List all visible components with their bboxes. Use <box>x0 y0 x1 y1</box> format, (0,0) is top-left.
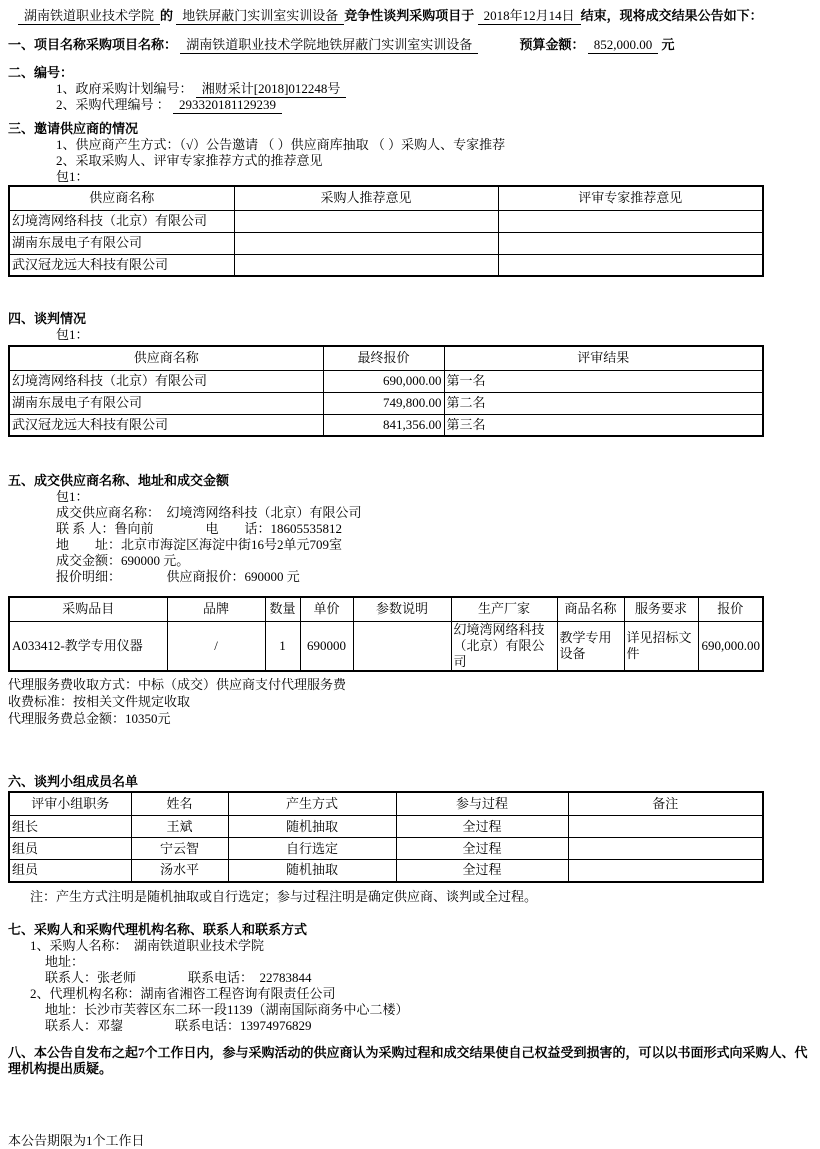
invite-table <box>8 185 764 277</box>
header-unit-price: 单价 <box>300 597 353 621</box>
table-row <box>9 621 763 671</box>
budget-unit: 元 <box>661 37 675 52</box>
cell-empty <box>234 210 498 232</box>
table-header-row <box>9 597 763 621</box>
section-5-heading: 五、成交供应商名称、地址和成交金额 <box>8 473 230 488</box>
cell-brand: / <box>167 621 265 671</box>
plan-number-line <box>8 81 812 97</box>
package-label: 包1： <box>56 327 89 342</box>
section-3-heading: 三、邀请供应商的情况 <box>8 121 139 136</box>
cell-remark <box>568 816 763 838</box>
table-row <box>9 392 763 414</box>
section-2 <box>8 65 812 113</box>
table-row <box>9 838 763 860</box>
table-header-row <box>9 346 763 370</box>
cell-method: 随机抽取 <box>228 816 396 838</box>
cell-empty <box>498 254 763 276</box>
fee-method-line: 代理服务费收取方式：中标（成交）供应商支付代理服务费 <box>8 676 347 692</box>
cell-participation: 全过程 <box>396 816 568 838</box>
table-header-row <box>9 186 763 210</box>
header-product-name: 商品名称 <box>557 597 624 621</box>
deal-amount-line: 成交金额：690000 元。 <box>56 553 190 568</box>
item-detail-table <box>8 596 764 672</box>
recommend-line: 2、采取采购人、评审专家推荐方式的推荐意见 <box>56 153 323 168</box>
cell-service-req: 详见招标文件 <box>624 621 698 671</box>
agency-number-value: 293320181129239 <box>173 97 282 114</box>
section-5 <box>8 473 812 727</box>
winner-name-line: 成交供应商名称： 幻境湾网络科技（北京）有限公司 <box>56 505 362 520</box>
cell-supplier: 幻境湾网络科技（北京）有限公司 <box>9 210 234 232</box>
section-2-heading: 二、编号： <box>8 65 74 80</box>
quote-detail-line: 报价明细： 供应商报价：690000 元 <box>56 569 300 584</box>
header-review-result: 评审结果 <box>444 346 763 370</box>
agency-name-line: 2、代理机构名称：湖南省湘咨工程咨询有限责任公司 <box>30 985 336 1001</box>
project-name-value: 湖南铁道职业技术学院地铁屏蔽门实训室实训设备 <box>180 37 478 54</box>
section-7 <box>8 922 812 1034</box>
table-row <box>9 414 763 436</box>
cell-empty <box>234 254 498 276</box>
winner-address-line: 地 址：北京市海淀区海淀中街16号2单元709室 <box>56 537 343 552</box>
cell-manufacturer: 幻境湾网络科技（北京）有限公司 <box>451 621 557 671</box>
section-7-heading: 七、采购人和采购代理机构名称、联系人和联系方式 <box>8 921 308 937</box>
table-row <box>9 232 763 254</box>
agency-fee-block <box>8 676 812 727</box>
panel-member-table <box>8 791 764 883</box>
header-supplier-name: 供应商名称 <box>9 346 323 370</box>
plan-number-value: 湘财采计[2018]012248号 <box>196 81 347 98</box>
cell-supplier: 湖南东晟电子有限公司 <box>9 392 323 414</box>
supplier-method-line: 1、供应商产生方式：（√）公告邀请 （ ）供应商库抽取 （ ）采购人、专家推荐 <box>56 137 506 152</box>
agency-address-line: 地址：长沙市芙蓉区东二环一段1139（湖南国际商务中心二楼） <box>45 1001 409 1017</box>
cell-supplier: 幻境湾网络科技（北京）有限公司 <box>9 370 323 392</box>
panel-note: 注：产生方式注明是随机抽取或自行选定；参与过程注明是确定供应商、谈判或全过程。 <box>30 888 538 904</box>
agency-contact-line: 联系人：邓鋆 联系电话：13974976829 <box>45 1017 312 1033</box>
table-row <box>9 370 763 392</box>
intro-date: 2018年12月14日 <box>478 8 581 25</box>
cell-method: 自行选定 <box>228 838 396 860</box>
cell-product-name: 教学专用设备 <box>557 621 624 671</box>
cell-role: 组员 <box>9 860 131 882</box>
cell-empty <box>498 232 763 254</box>
intro-conn2: 竞争性谈判采购项目于 <box>344 8 475 23</box>
cell-result: 第二名 <box>444 392 763 414</box>
cell-participation: 全过程 <box>396 838 568 860</box>
package-label: 包1： <box>56 489 89 504</box>
section-1 <box>8 37 812 53</box>
cell-name: 汤水平 <box>131 860 228 882</box>
intro-buyer: 湖南铁道职业技术学院 <box>18 8 160 25</box>
cell-empty <box>234 232 498 254</box>
header-role: 评审小组职务 <box>9 792 131 816</box>
intro-conn1: 的 <box>160 8 174 23</box>
header-quote: 报价 <box>698 597 763 621</box>
section-6-heading: 六、谈判小组成员名单 <box>8 773 139 789</box>
header-participation: 参与过程 <box>396 792 568 816</box>
cell-supplier: 武汉冠龙远大科技有限公司 <box>9 254 234 276</box>
agency-number-label: 2、采购代理编号 ： <box>56 97 170 112</box>
cell-qty: 1 <box>265 621 300 671</box>
budget-value: 852,000.00 <box>588 37 659 54</box>
cell-name: 宁云智 <box>131 838 228 860</box>
header-remark: 备注 <box>568 792 763 816</box>
table-row <box>9 254 763 276</box>
header-supplier-name: 供应商名称 <box>9 186 234 210</box>
cell-role: 组长 <box>9 816 131 838</box>
header-name: 姓名 <box>131 792 228 816</box>
header-item: 采购品目 <box>9 597 167 621</box>
table-row <box>9 816 763 838</box>
intro-paragraph <box>8 8 812 24</box>
header-expert-opinion: 评审专家推荐意见 <box>498 186 763 210</box>
header-manufacturer: 生产厂家 <box>451 597 557 621</box>
fee-standard-line: 收费标准：按相关文件规定收取 <box>8 693 191 709</box>
section-1-label: 一、项目名称采购项目名称： <box>8 37 178 52</box>
cell-result: 第一名 <box>444 370 763 392</box>
header-selection-method: 产生方式 <box>228 792 396 816</box>
buyer-name-line: 1、采购人名称： 湖南铁道职业技术学院 <box>30 937 265 953</box>
cell-name: 王斌 <box>131 816 228 838</box>
cell-remark <box>568 838 763 860</box>
cell-participation: 全过程 <box>396 860 568 882</box>
cell-supplier: 湖南东晟电子有限公司 <box>9 232 234 254</box>
section-8-paragraph: 八、本公告自发布之起7个工作日内，参与采购活动的供应商认为采购过程和成交结果使自己权益受到损害的，可以以书面形式向采购人、代理机构提出质疑。 <box>8 1044 808 1076</box>
plan-number-label: 1、政府采购计划编号： <box>56 81 193 96</box>
intro-tail: 结束，现将成交结果公告如下： <box>580 8 763 23</box>
cell-quote: 841,356.00 <box>323 414 444 436</box>
section-6 <box>8 774 812 905</box>
header-brand: 品牌 <box>167 597 265 621</box>
cell-quote: 690,000.00 <box>698 621 763 671</box>
buyer-address-line: 地址： <box>45 953 85 969</box>
buyer-contact-line: 联系人：张老师 联系电话： 22783844 <box>45 969 312 985</box>
negotiation-table <box>8 345 764 437</box>
section-4 <box>8 311 812 437</box>
table-row <box>9 210 763 232</box>
announcement-period-line: 本公告期限为1个工作日 <box>8 1132 145 1148</box>
cell-role: 组员 <box>9 838 131 860</box>
cell-supplier: 武汉冠龙远大科技有限公司 <box>9 414 323 436</box>
header-buyer-opinion: 采购人推荐意见 <box>234 186 498 210</box>
cell-method: 随机抽取 <box>228 860 396 882</box>
header-spec: 参数说明 <box>353 597 451 621</box>
header-qty: 数量 <box>265 597 300 621</box>
budget-label: 预算金额： <box>519 37 585 52</box>
intro-project: 地铁屏蔽门实训室实训设备 <box>176 8 344 25</box>
cell-empty <box>498 210 763 232</box>
cell-unit-price: 690000 <box>300 621 353 671</box>
winner-contact-line: 联 系 人：鲁向前 电 话：18605535812 <box>56 521 343 536</box>
cell-item: A033412-教学专用仪器 <box>9 621 167 671</box>
section-3 <box>8 121 812 277</box>
table-row <box>9 860 763 882</box>
cell-quote: 690,000.00 <box>323 370 444 392</box>
cell-result: 第三名 <box>444 414 763 436</box>
agency-number-line <box>8 97 812 113</box>
package-label: 包1： <box>56 169 89 184</box>
header-service-req: 服务要求 <box>624 597 698 621</box>
cell-quote: 749,800.00 <box>323 392 444 414</box>
fee-total-line: 代理服务费总金额：10350元 <box>8 710 171 726</box>
section-4-heading: 四、谈判情况 <box>8 311 87 326</box>
cell-remark <box>568 860 763 882</box>
cell-spec <box>353 621 451 671</box>
table-header-row <box>9 792 763 816</box>
header-final-quote: 最终报价 <box>323 346 444 370</box>
